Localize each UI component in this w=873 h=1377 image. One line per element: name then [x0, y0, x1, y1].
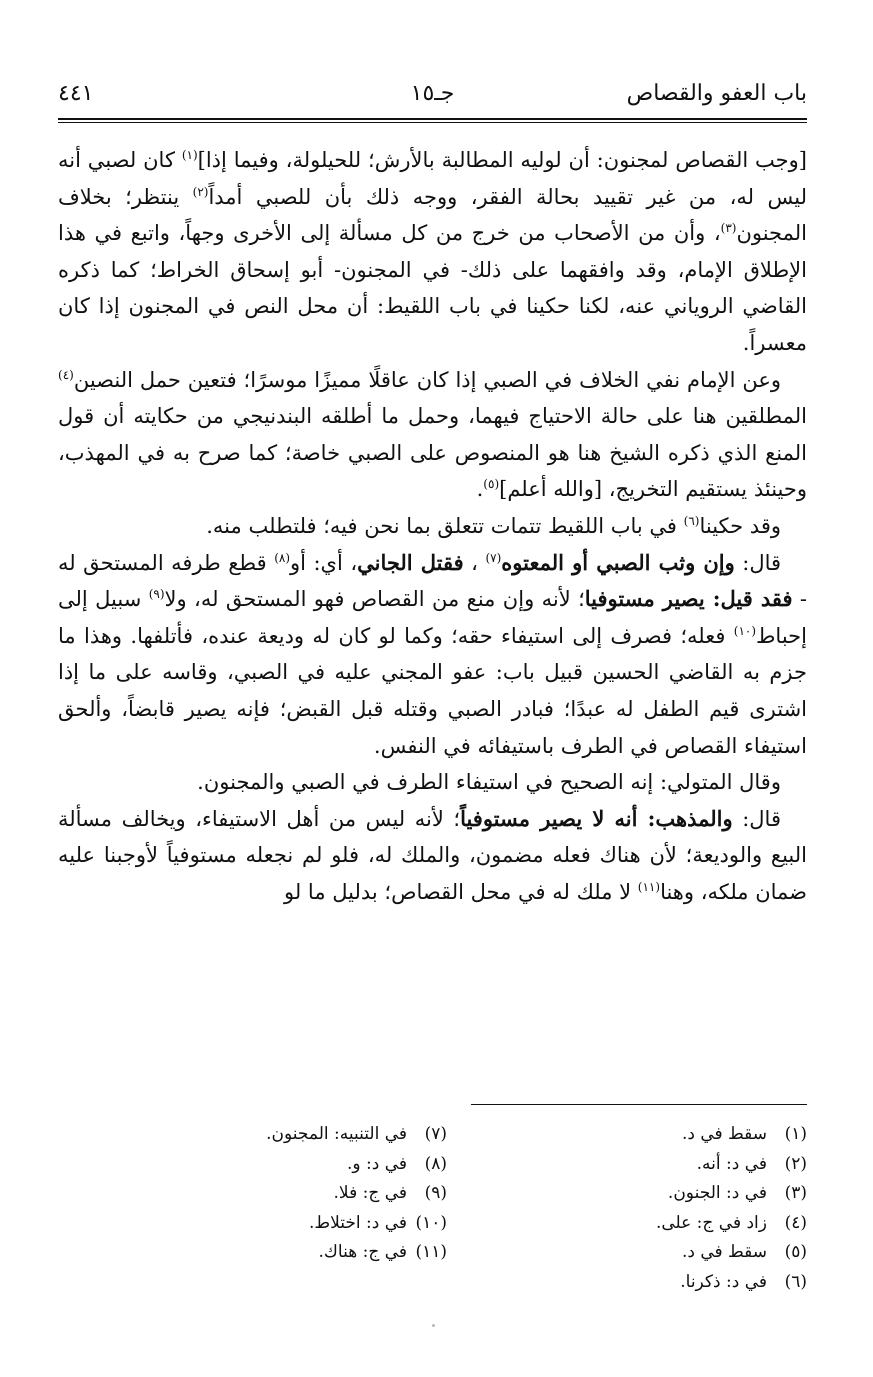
footnote-item: [656, 1179, 807, 1209]
footnote-text: زاد في ج: على.: [655, 1212, 767, 1233]
paragraph: [58, 801, 807, 911]
footnote-ref: (٧): [485, 550, 502, 565]
footnote-ref: (٨): [274, 550, 291, 565]
footnote-number: (٦): [784, 1271, 807, 1292]
footnote-divider: [471, 1104, 807, 1105]
footnote-item: [266, 1179, 447, 1209]
running-header: [58, 74, 807, 114]
footnote-ref: (٥): [483, 477, 500, 492]
header-divider: [58, 118, 807, 123]
text-segment: ؛ لأنه وإن منع من القصاص فهو المستحق له، ولا: [164, 587, 585, 612]
paragraph: [58, 142, 807, 362]
text-segment: سبيل إلى إحباط: [58, 587, 807, 648]
footnote-column-left: [266, 1120, 447, 1268]
text-segment: وقال المتولي: إنه الصحيح في استيفاء الطرف في الصبي والمجنون.: [197, 770, 781, 795]
footnote-item: [266, 1150, 447, 1180]
text-segment: ؛ لأنه ليس من أهل الاستيفاء، ويخالف مسألة البيع والوديعة؛ لأن هناك فعله مضمون، والملك له، فلو لم نجعله مستوفياً لأوجبنا عليه ضمان ملكه، وهنا: [58, 806, 807, 904]
footnote-text: في ج: فلا.: [333, 1183, 407, 1203]
text-segment: ينتظر؛ بخلاف المجنون: [58, 184, 807, 246]
matn-text: والمذهب: أنه لا يصير مستوفياً: [460, 805, 733, 831]
text-segment: قطع طرفه المستحق له -: [58, 550, 808, 612]
footnote-item: [656, 1150, 807, 1180]
footnote-text: سقط في د.: [681, 1124, 767, 1144]
chapter-title: باب العفو والقصاص: [626, 81, 807, 106]
footnote-item: [656, 1209, 807, 1239]
text-segment: المطلقين هنا على حالة الاحتياج فيهما، وحمل ما أطلقه البندنيجي من حكايته أن قول المنع الذي ذكره الشيخ هنا هو المنصوص على الصبي خاصة؛ كما صرح به في المهذب، وحينئذ يستقيم التخريج، [والله أعلم]: [58, 404, 807, 502]
footnote-item: [266, 1120, 447, 1150]
paragraph: [58, 545, 807, 765]
footnote-number: (٣): [784, 1183, 807, 1203]
volume-label: جـ١٥: [410, 81, 455, 106]
matn-text: وإن وثب الصبي أو المعتوه: [501, 549, 735, 575]
footnote-number: (٨): [424, 1153, 447, 1174]
page-number: ٤٤١: [58, 81, 94, 106]
paragraph: [58, 362, 807, 508]
footnote-text: في د: و.: [346, 1153, 407, 1174]
text-segment: ،: [463, 550, 486, 575]
text-segment: ، وأن من الأصحاب من خرج من كل مسألة إلى الأخرى وجهاً، واتبع في هذا الإطلاق الإمام، وقد وافقهما على ذلك- في المجنون- أبو إسحاق الخراط؛ كما ذكره القاضي الروياني عنه، لكنا حكينا في باب اللقيط: أن محل النص في المجنون إذا كان معسراً.: [58, 221, 807, 355]
footnote-ref: (٣): [720, 221, 737, 236]
footnote-ref: (١١): [637, 879, 661, 894]
text-segment: ، أي: أو: [290, 550, 358, 575]
footnote-number: (١): [784, 1124, 807, 1144]
footnote-ref: (٦): [683, 513, 700, 528]
footnote-ref: (١٠): [733, 623, 757, 638]
matn-text: فقتل الجاني: [357, 549, 464, 575]
paragraph: [58, 764, 807, 801]
text-segment: كان لصبي أنه ليس له، من غير تقييد بحالة الفقر، ووجه ذلك بأن للصبي أمداً: [58, 148, 807, 209]
footnote-number: (٧): [424, 1124, 447, 1144]
footnote-ref: (٢): [192, 184, 209, 199]
footnote-number: (٥): [784, 1242, 807, 1262]
text-segment: لا ملك له في محل القصاص؛ بدليل ما لو: [284, 879, 638, 904]
footnote-item: [266, 1238, 447, 1268]
text-segment: وقد حكينا: [699, 513, 781, 538]
text-segment: قال:: [734, 550, 782, 575]
text-segment: في باب اللقيط تتمات تتعلق بما نحن فيه؛ فلتطلب منه.: [206, 513, 684, 538]
footnote-item: [656, 1120, 807, 1150]
footnote-item: [266, 1209, 447, 1239]
text-segment: .: [476, 477, 484, 502]
footnote-number: (٤): [784, 1212, 807, 1233]
footnote-number: (٩): [424, 1183, 447, 1203]
footnote-ref: (٩): [148, 587, 165, 602]
text-segment: [وجب القصاص لمجنون: أن لوليه المطالبة بالأرش؛ للحيلولة، وفيما إذا]: [197, 148, 807, 172]
footnote-text: سقط في د.: [681, 1242, 767, 1262]
text-segment: قال:: [732, 806, 781, 831]
footnote-column-right: [656, 1120, 807, 1297]
paragraph: [58, 508, 807, 545]
text-segment: وعن الإمام نفي الخلاف في الصبي إذا كان عاقلًا مميزًا موسرًا؛ فتعين حمل النصين: [73, 367, 781, 392]
main-text: [58, 142, 807, 910]
footnote-text: في د: أنه.: [696, 1153, 767, 1174]
footnote-text: في ج: هناك.: [318, 1242, 407, 1262]
footnote-item: [656, 1268, 807, 1298]
footnote-number: (١٠): [415, 1212, 447, 1233]
footnote-text: في د: اختلاط.: [308, 1212, 407, 1233]
footnote-number: (٢): [784, 1153, 807, 1174]
footnote-text: في د: الجنون.: [667, 1183, 767, 1203]
text-segment: فعله؛ فصرف إلى استيفاء حقه؛ وكما لو كان له وديعة عنده، فأتلفها. وهذا ما جزم به القاضي الحسين قبيل باب: عفو المجني عليه في الصبي، وقاسه على ما إذا اشترى قيم الطفل له عبدًا؛ فبادر الصبي وقتله قبل القبض؛ فإنه يصير قابضاً، وألحق استيفاء القصاص في الطرف باستيفائه في النفس.: [58, 623, 807, 758]
footnote-text: في د: ذكرنا.: [680, 1271, 767, 1292]
footnote-ref: (٤): [58, 367, 74, 382]
scan-dot: [432, 1324, 435, 1327]
footnote-ref: (١): [181, 148, 198, 162]
footnote-item: [656, 1238, 807, 1268]
matn-text: فقد قيل: يصير مستوفيا: [584, 586, 793, 612]
footnote-number: (١١): [415, 1242, 447, 1262]
footnote-text: في التنبيه: المجنون.: [266, 1124, 407, 1144]
